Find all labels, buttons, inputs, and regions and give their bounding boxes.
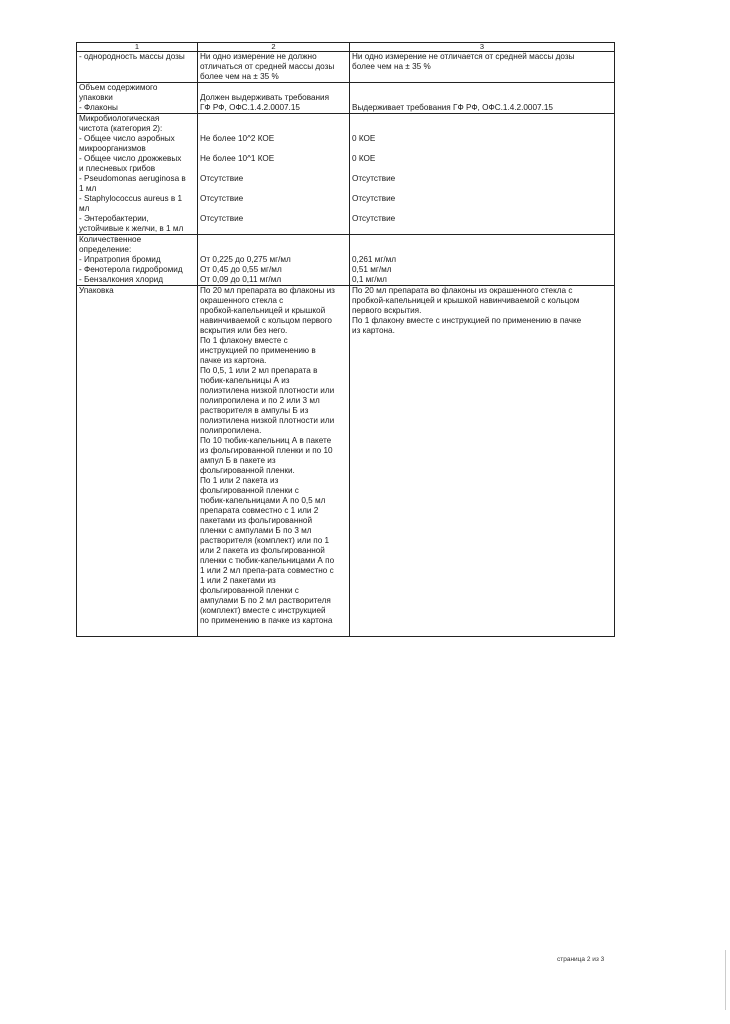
indicator-cell: Количественное определение: - Ипратропия бромид - Фенотерола гидробромид - Бензалкония хлорид [77, 235, 198, 286]
table-header-row [77, 43, 615, 52]
table-row-microbiology [77, 114, 615, 235]
column-number-3: 3 [350, 43, 615, 52]
table-row-assay [77, 235, 615, 286]
table-row-packaging [77, 286, 615, 637]
indicator-cell: - однородность массы дозы [77, 52, 198, 83]
result-cell: Выдерживает требования ГФ РФ, ОФС.1.4.2.0007.15 [350, 83, 615, 114]
requirement-cell: По 20 мл препарата во флаконы из окрашенного стекла с пробкой-капельницей и крышкой навинчиваемой с кольцом первого вскрытия или без него. По 1 флакону вместе с инструкцией по применению в пачке из картона. По 0,5, 1 или 2 мл препарата в тюбик-капельницы А из полиэтилена низкой плотности или полипропилена и по 2 или 3 мл растворителя в ампулы Б из полиэтилена низкой плотности или полипропилена. По 10 тюбик-капельниц А в пакете из фольгированной пленки и по 10 ампул Б в пакете из фольгированной пленки. По 1 или 2 пакета из фольгированной пленки с тюбик-капельницами А по 0,5 мл препарата совместно с 1 или 2 пакетами из фольгированной пленки с ампулами Б по 3 мл растворителя (комплект) или по 1 или 2 пакета из фольгированной пленки с тюбик-капельницами А по 1 или 2 мл препа-рата совместно с 1 или 2 пакетами из фольгированной пленки с ампулами Б по 2 мл растворителя (комплект) вместе с инструкцией по применению в пачке из картона [198, 286, 350, 637]
requirement-cell: Не более 10^2 КОЕ Не более 10^1 КОЕ Отсутствие Отсутствие Отсутствие [198, 114, 350, 235]
page-number: страница 2 из 3 [557, 956, 605, 963]
requirement-cell: Должен выдерживать требования ГФ РФ, ОФС.1.4.2.0007.15 [198, 83, 350, 114]
table-row-uniformity [77, 52, 615, 83]
result-cell: Ни одно измерение не отличается от средней массы дозы более чем на ± 35 % [350, 52, 615, 83]
column-number-2: 2 [198, 43, 350, 52]
result-cell: 0,261 мг/мл 0,51 мг/мл 0,1 мг/мл [350, 235, 615, 286]
result-cell: По 20 мл препарата во флаконы из окрашенного стекла с пробкой-капельницей и крышкой навинчиваемой с кольцом первого вскрытия. По 1 флакону вместе с инструкцией по применению в пачке из картона. [350, 286, 615, 637]
requirement-cell: Ни одно измерение не должно отличаться от средней массы дозы более чем на ± 35 % [198, 52, 350, 83]
table-row-volume [77, 83, 615, 114]
result-cell: 0 КОЕ 0 КОЕ Отсутствие Отсутствие Отсутствие [350, 114, 615, 235]
indicator-cell: Объем содержимого упаковки - Флаконы [77, 83, 198, 114]
indicator-cell: Упаковка [77, 286, 198, 637]
scan-edge-line [725, 950, 726, 1010]
specification-table [76, 42, 615, 637]
requirement-cell: От 0,225 до 0,275 мг/мл От 0,45 до 0,55 мг/мл От 0,09 до 0,11 мг/мл [198, 235, 350, 286]
column-number-1: 1 [77, 43, 198, 52]
indicator-cell: Микробиологическая чистота (категория 2): - Общее число аэробных микроорганизмов - Общее число дрожжевых и плесневых грибов - Pseudomonas aeruginosa в 1 мл - Staphylococcus aureus в 1 мл - Энтеробактерии, устойчивые к желчи, в 1 мл [77, 114, 198, 235]
